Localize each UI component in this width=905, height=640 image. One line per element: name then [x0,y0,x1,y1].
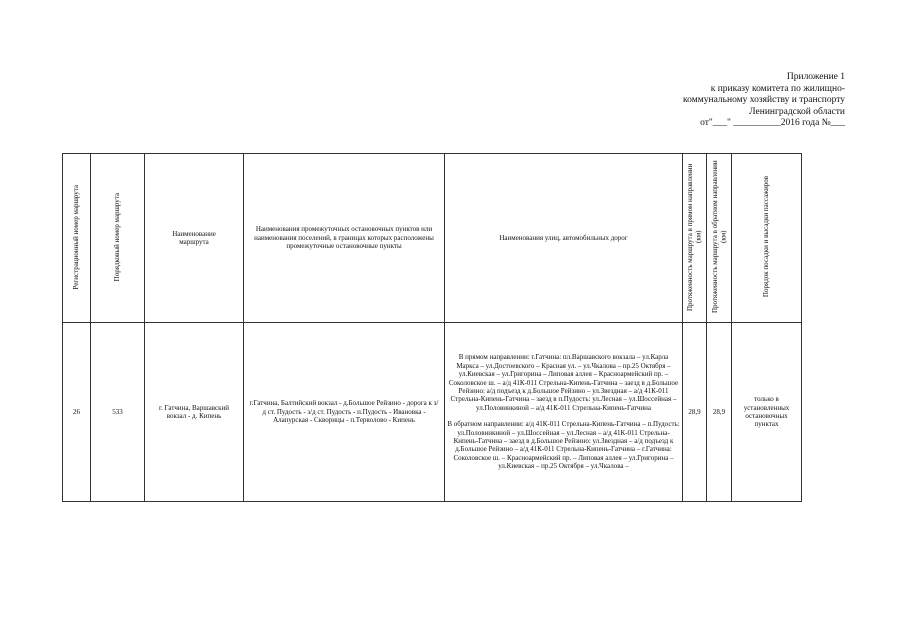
cell-route-name: г. Гатчина, Варшавский вокзал - д. Кипень [145,323,244,502]
cell-roads [445,323,683,502]
appendix-line-2: к приказу комитета по жилищно- [710,83,845,94]
routes-table [62,153,802,502]
cell-order-number: 533 [91,323,145,502]
appendix-title: Приложение 1 [786,72,845,82]
table-header-row [63,154,802,323]
header-route-name: Наименование маршрута [145,154,244,323]
cell-boarding: только в установленных остановочных пунктах [732,323,802,502]
appendix-line-3: коммунальному хозяйству и транспорту [683,95,845,105]
roads-back-text: В обратном направлении: а/д 41К-011 Стрельна-Кипень-Гатчина – п.Пудость: ул.Половинкиной – ул.Шоссейная – ул.Лесная – а/д 41К-011 Стрельна-Кипень-Гатчина – заезд в д.Большое Рейзино: ул.Звездная – а/д подъезд к д.Большое Рейзино – а/д 41К-011 Стрельна-Кипень-Гатчина – г.Гатчина: Соколовское ш. – Красноармейский пр. – Липовая аллея – ул.Григорина – ул.Киевская – пр.25 Октября – ул.Чкалова – [447,420,680,471]
header-reg-number: Регистрационный номер маршрута [63,154,91,323]
header-length-back: Протяженность маршрута в обратном направлении (км) [707,154,732,323]
header-roads: Наименования улиц, автомобильных дорог [445,154,683,323]
header-boarding: Порядок посадки и высадки пассажиров [732,154,802,323]
cell-stops: г.Гатчина, Балтийский вокзал - д.Большое Рейзино - дорога к з/д ст. Пудость - з/д ст. Пудость - п.Пудость - Ивановка - Алапурская - Скворицы - п.Терволово - Кипень [244,323,445,502]
cell-length-forward: 28,9 [683,323,707,502]
roads-forward-text: В прямом направлении: г.Гатчина: пл.Варшавского вокзала – ул.Карла Маркса – ул.Достоевского – Красная ул. – ул.Чкалова – пр.25 Октября – ул.Киевская – ул.Григорина – Липовая аллея – Красноармейский пр. – Соколовское ш. – а/д 41К-011 Стрельна-Кипень-Гатчина – заезд в д.Большое Рейзино: а/д подъезд к д.Большое Рейзино – ул.Звездная – а/д 41К-011 Стрельна-Кипень-Гатчина – заезд в п.Пудость: ул.Лесная – ул.Шоссейная – ул.Половинкиной – а/д 41К-011 Стрельна-Кипень-Гатчина [448,353,679,412]
cell-reg-number: 26 [63,323,91,502]
header-length-forward: Протяженность маршрута в прямом направлении (км) [683,154,707,323]
appendix-date-line: от"___" __________2016 года №___ [700,118,845,128]
appendix-header [683,72,845,130]
header-stops: Наименования промежуточных остановочных пунктов или наименования поселений, в границах которых расположены промежуточные остановочные пункты [244,154,445,323]
cell-length-back: 28,9 [707,323,732,502]
header-order-number: Порядковый номер маршрута [91,154,145,323]
appendix-line-4: Ленинградской области [749,106,845,117]
table-row [63,323,802,502]
